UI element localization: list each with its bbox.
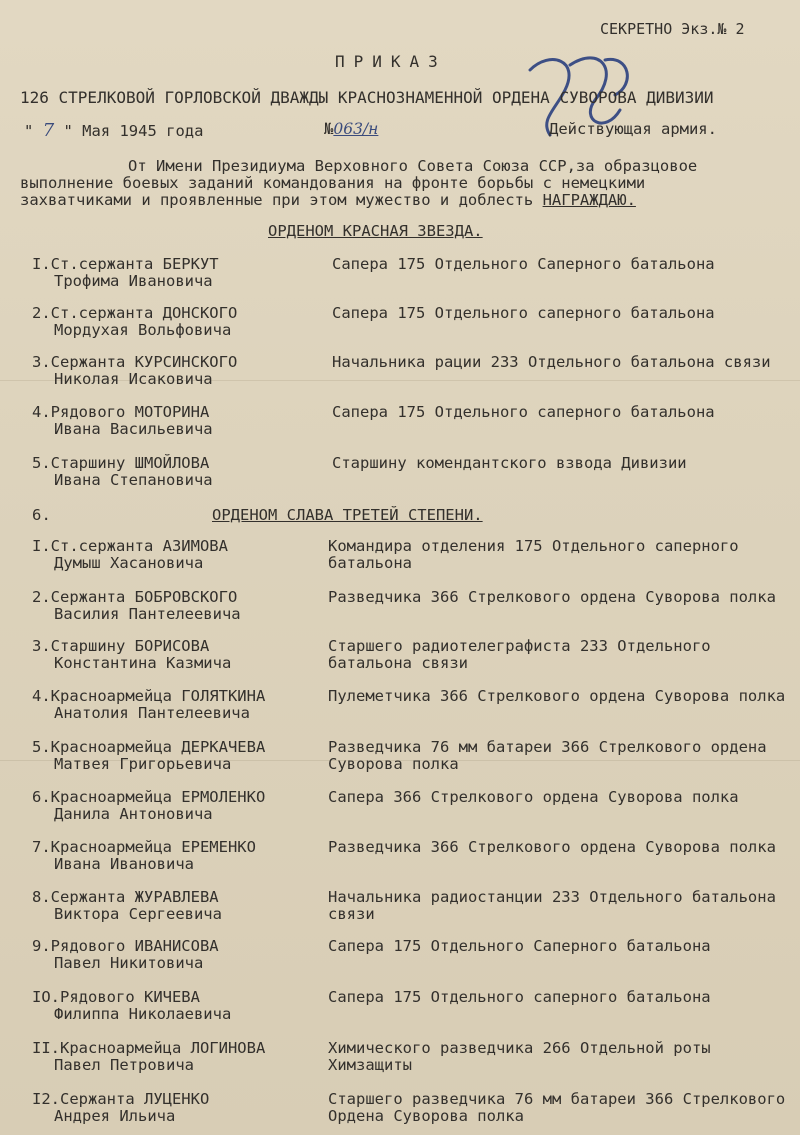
awardee-name	[32, 688, 265, 722]
awardee-given-names: Василия Пантелеевича	[54, 605, 241, 623]
award-verb: НАГРАЖДАЮ.	[542, 191, 636, 209]
awardee-position: Сапера 175 Отдельного саперного батальона	[332, 403, 715, 421]
awardee-given-names: Павел Петровича	[54, 1056, 194, 1074]
awardee-rank-surname: 3.Сержанта КУРСИНСКОГО	[32, 353, 238, 371]
awardee-given-names: Трофима Ивановича	[54, 272, 213, 290]
awardee-name	[32, 589, 241, 623]
awardee-given-names: Матвея Григорьевича	[54, 755, 232, 773]
awardee-rank-surname: 4.Красноармейца ГОЛЯТКИНА	[32, 687, 266, 705]
awardee-given-names: Константина Казмича	[54, 654, 232, 672]
awardee-position: Командира отделения 175 Отдельного саперного батальона	[328, 537, 739, 572]
awardee-rank-surname: 6.Красноармейца ЕРМОЛЕНКО	[32, 788, 266, 806]
awardee-given-names: Мордухая Вольфовича	[54, 321, 232, 339]
secret-stamp: СЕКРЕТНО Экз.№ 2	[600, 20, 745, 38]
awardee-position: Сапера 175 Отдельного Саперного батальона	[328, 937, 711, 955]
awardee-given-names: Ивана Степановича	[54, 471, 213, 489]
awardee-name	[32, 404, 213, 438]
awardee-rank-surname: 2.Ст.сержанта ДОНСКОГО	[32, 304, 238, 322]
awardee-name	[32, 638, 231, 672]
date-row	[24, 120, 784, 141]
awardee-name	[32, 538, 228, 572]
awardee-name	[32, 839, 256, 873]
section-heading-red-star: ОРДЕНОМ КРАСНАЯ ЗВЕЗДА.	[268, 222, 483, 240]
awardee-rank-surname: I2.Сержанта ЛУЦЕНКО	[32, 1090, 210, 1108]
date-month-year: " Мая 1945 года	[63, 122, 204, 140]
awardee-name	[32, 1040, 265, 1074]
order-number	[324, 120, 378, 138]
date-day: 7	[42, 120, 55, 141]
division-name: 126 СТРЕЛКОВОЙ ГОРЛОВСКОЙ ДВАЖДЫ КРАСНОЗНАМЕННОЙ ОРДЕНА СУВОРОВА ДИВИЗИИ	[20, 88, 714, 107]
awardee-position: Начальника рации 233 Отдельного батальона связи	[332, 353, 771, 371]
awardee-given-names: Виктора Сергеевича	[54, 905, 222, 923]
awardee-rank-surname: I.Ст.сержанта АЗИМОВА	[32, 537, 228, 555]
awardee-given-names: Думыш Хасановича	[54, 554, 204, 572]
awardee-given-names: Павел Никитовича	[54, 954, 204, 972]
awardee-name	[32, 256, 219, 290]
awardee-position: Сапера 175 Отдельного Саперного батальона	[332, 255, 715, 273]
awardee-name	[32, 789, 265, 823]
awardee-given-names: Анатолия Пантелеевича	[54, 704, 250, 722]
preamble-line	[20, 192, 790, 209]
awardee-position: Старшего радиотелеграфиста 233 Отдельного батальона связи	[328, 637, 711, 672]
awardee-rank-surname: 7.Красноармейца ЕРЕМЕНКО	[32, 838, 256, 856]
awardee-given-names: Андрея Ильича	[54, 1107, 176, 1125]
awardee-position: Сапера 175 Отдельного саперного батальона	[332, 304, 715, 322]
awardee-position: Сапера 175 Отдельного саперного батальона	[328, 988, 711, 1006]
awardee-position: Старшину комендантского взвода Дивизии	[332, 454, 687, 472]
preamble	[20, 158, 790, 209]
awardee-given-names: Ивана Васильевича	[54, 420, 213, 438]
awardee-name	[32, 354, 237, 388]
date-quote-open: "	[24, 122, 34, 140]
awardee-rank-surname: 9.Рядового ИВАНИСОВА	[32, 937, 219, 955]
awardee-rank-surname: 8.Сержанта ЖУРАВЛЕВА	[32, 888, 219, 906]
awardee-rank-surname: 3.Старшину БОРИСОВА	[32, 637, 210, 655]
awardee-position: Разведчика 76 мм батареи 366 Стрелкового ордена Суворова полка	[328, 738, 767, 773]
awardee-position: Разведчика 366 Стрелкового ордена Суворова полка	[328, 588, 776, 606]
awardee-given-names: Филиппа Николаевича	[54, 1005, 232, 1023]
awardee-name	[32, 889, 222, 923]
army-label: Действующая армия.	[549, 120, 717, 138]
order-number-value: 063/н	[333, 120, 379, 138]
awardee-rank-surname: 5.Старшину ШМОЙЛОВА	[32, 454, 210, 472]
awardee-name	[32, 305, 237, 339]
awardee-rank-surname: 2.Сержанта БОБРОВСКОГО	[32, 588, 238, 606]
awardee-name	[32, 739, 265, 773]
document-title: ПРИКАЗ	[335, 52, 447, 71]
awardee-position: Пулеметчика 366 Стрелкового ордена Суворова полка	[328, 687, 786, 705]
awardee-position: Старшего разведчика 76 мм батареи 366 Стрелкового Ордена Суворова полка	[328, 1090, 786, 1125]
awardee-position: Разведчика 366 Стрелкового ордена Суворова полка	[328, 838, 776, 856]
awardee-name	[32, 1091, 209, 1125]
awardee-position: Химического разведчика 266 Отдельной роты Химзащиты	[328, 1039, 711, 1074]
awardee-position: Начальника радиостанции 233 Отдельного батальона связи	[328, 888, 776, 923]
awardee-name	[32, 938, 219, 972]
preamble-text: захватчиками и проявленные при этом мужество и доблесть	[20, 191, 543, 209]
preamble-line: выполнение боевых заданий командования на фронте борьбы с немецкими	[20, 174, 646, 192]
awardee-name	[32, 455, 213, 489]
section-number: 6.	[32, 506, 52, 524]
awardee-given-names: Данила Антоновича	[54, 805, 213, 823]
awardee-name	[32, 989, 231, 1023]
awardee-position: Сапера 366 Стрелкового ордена Суворова полка	[328, 788, 739, 806]
awardee-rank-surname: 4.Рядового МОТОРИНА	[32, 403, 210, 421]
section-heading-glory: ОРДЕНОМ СЛАВА ТРЕТЕЙ СТЕПЕНИ.	[212, 506, 483, 524]
awardee-given-names: Николая Исаковича	[54, 370, 213, 388]
awardee-rank-surname: IO.Рядового КИЧЕВА	[32, 988, 200, 1006]
preamble-line: От Имени Президиума Верховного Совета Союза ССР,за образцовое	[128, 157, 698, 175]
awardee-rank-surname: II.Красноармейца ЛОГИНОВА	[32, 1039, 266, 1057]
awardee-given-names: Ивана Ивановича	[54, 855, 194, 873]
order-number-prefix: №	[324, 120, 334, 138]
awardee-rank-surname: I.Ст.сержанта БЕРКУТ	[32, 255, 219, 273]
awardee-rank-surname: 5.Красноармейца ДЕРКАЧЕВА	[32, 738, 266, 756]
